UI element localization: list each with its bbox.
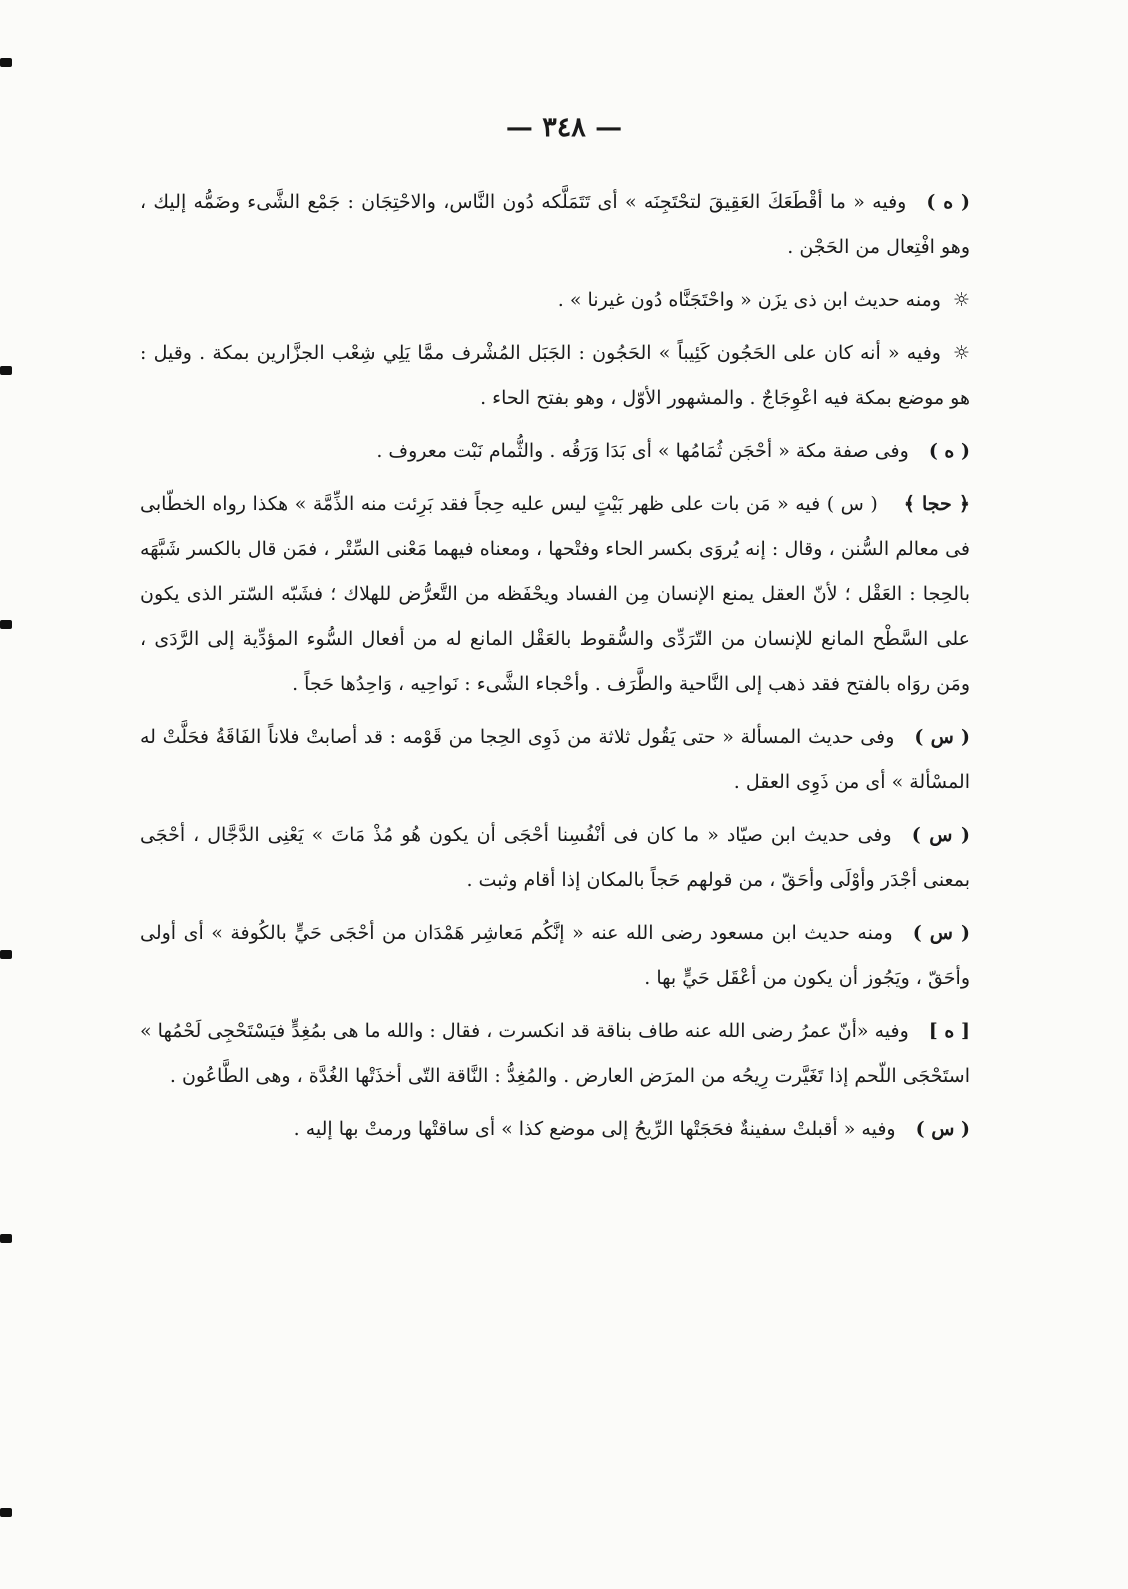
paragraph-text: وفيه « أنه كان على الحَجُون كَئِيباً » الحَجُون : الجَبَل المُشْرف ممَّا يَلِي شِعْب الجزَّارين بمكة . وقيل : هو موضع بمكة فيه اعْوِجَاجٌ . والمشهور الأوّل ، وهو بفتح الحاء . bbox=[140, 342, 970, 409]
source-marker: ( س ) bbox=[912, 922, 971, 944]
paragraph bbox=[140, 1107, 970, 1152]
entry-headword: ﴿ حجا ﴾ bbox=[903, 493, 971, 515]
paragraph-text: وفيه «أنّ عمرُ رضى الله عنه طاف بناقة قد انكسرت ، فقال : والله ما هى بمُغِدٍّ فيَسْتَحْجِى لَحْمُها » استَحْجَى اللّحم إذا تَغَيَّرت رِيحُه من المرَض العارض . والمُغِدُّ : النَّاقة التّى أخذَتْها الغُدَّة ، وهى الطَّاعُون . bbox=[140, 1020, 970, 1087]
binding-mark bbox=[0, 1234, 12, 1243]
paragraph bbox=[140, 278, 970, 323]
paragraph-text: ( س ) فيه « مَن بات على ظهر بَيْتٍ ليس عليه حِجاً فقد بَرِئت منه الذِّمَّة » هكذا رواه الخطّابى فى معالم السُّنن ، وقال : إنه يُروَى بكسر الحاء وفتْحها ، ومعناه فيهما مَعْنى السِّتْر ، فمَن قال بالكسر شَبَّهَه بالحِجا : العَقْل ؛ لأنّ العقل يمنع الإنسان مِن الفساد ويحْفَظه من التَّعرُّض للهلاك ؛ فشَبّه السّتر الذى يكون على السَّطْح المانع للإنسان من التّرَدِّى والسُّقوط بالعَقْل المانع له من أفعال السُّوء المؤدِّية إلى الرَّدَى ، ومَن روَاه بالفتح فقد ذهب إلى النَّاحية والطَّرَف . وأحْجاء الشَّىء : نَواحِيه ، وَاحِدُها حَجاً . bbox=[140, 493, 970, 695]
paragraph-text: وفيه « ما أقْطَعَكَ العَقِيقَ لتحْتَجِنَه » أى تَتَمَلَّكه دُون النَّاس، والاحْتِجَان : جَمْع الشَّىء وضَمُّه إليك ، وهو افْتِعال من الحَجْن . bbox=[140, 191, 970, 258]
binding-mark bbox=[0, 950, 12, 959]
body-text bbox=[140, 180, 970, 1160]
source-marker: ( ه ) bbox=[926, 191, 970, 213]
page-number: — ٣٤٨ — bbox=[505, 112, 623, 143]
binding-mark bbox=[0, 366, 12, 375]
star-marker: ☼ bbox=[952, 342, 970, 364]
source-marker: ( س ) bbox=[915, 1118, 970, 1140]
paragraph bbox=[140, 1009, 970, 1099]
paragraph-text: وفى حديث المسألة « حتى يَقُول ثلاثة من ذَوِى الحِجا من قَوْمه : قد أصابتْ فلاناً الفَاقَةُ فحَلَّتْ له المسْألة » أى من ذَوِى العقل . bbox=[140, 726, 970, 793]
paragraph bbox=[140, 331, 970, 421]
paragraph bbox=[140, 482, 970, 707]
source-marker: ( ه ) bbox=[928, 440, 970, 462]
paragraph-text: ومنه حديث ابن مسعود رضى الله عنه « إنَّكُم مَعاشِر هَمْدَان من أحْجَى حَيٍّ بالكُوفة » أى أولى وأحَقّ ، ويَجُوز أن يكون من أعْقَل حَيٍّ بها . bbox=[140, 922, 970, 989]
binding-mark bbox=[0, 1508, 12, 1517]
paragraph bbox=[140, 911, 970, 1001]
paragraph bbox=[140, 715, 970, 805]
paragraph-text: وفى صفة مكة « أحْجَن ثُمَامُها » أى بَدَا وَرَقُه . والثُّمام نَبْت معروف . bbox=[376, 440, 909, 462]
paragraph bbox=[140, 429, 970, 474]
paragraph bbox=[140, 813, 970, 903]
binding-mark bbox=[0, 620, 12, 629]
star-marker: ☼ bbox=[952, 289, 970, 311]
source-marker: ( س ) bbox=[911, 824, 970, 846]
paragraph bbox=[140, 180, 970, 270]
source-marker: ( س ) bbox=[914, 726, 971, 748]
source-marker: [ ه ] bbox=[928, 1020, 970, 1042]
paragraph-text: ومنه حديث ابن ذى يزَن « واحْتَجَنَّاه دُون غيرنا » . bbox=[557, 289, 941, 311]
paragraph-text: وفى حديث ابن صيّاد « ما كان فى أنْفُسِنا أحْجَى أن يكون هُو مُذْ مَاتَ » يَعْنِى الدَّجَّال ، أحْجَى بمعنى أجْدَر وأوْلَى وأحَقّ ، من قولهم حَجاً بالمكان إذا أقام وثبت . bbox=[140, 824, 970, 891]
binding-mark bbox=[0, 58, 12, 67]
paragraph-text: وفيه « أقبلتْ سفينةٌ فحَجَتْها الرِّيحُ إلى موضع كذا » أى ساقتْها ورمتْ بها إليه . bbox=[293, 1118, 896, 1140]
